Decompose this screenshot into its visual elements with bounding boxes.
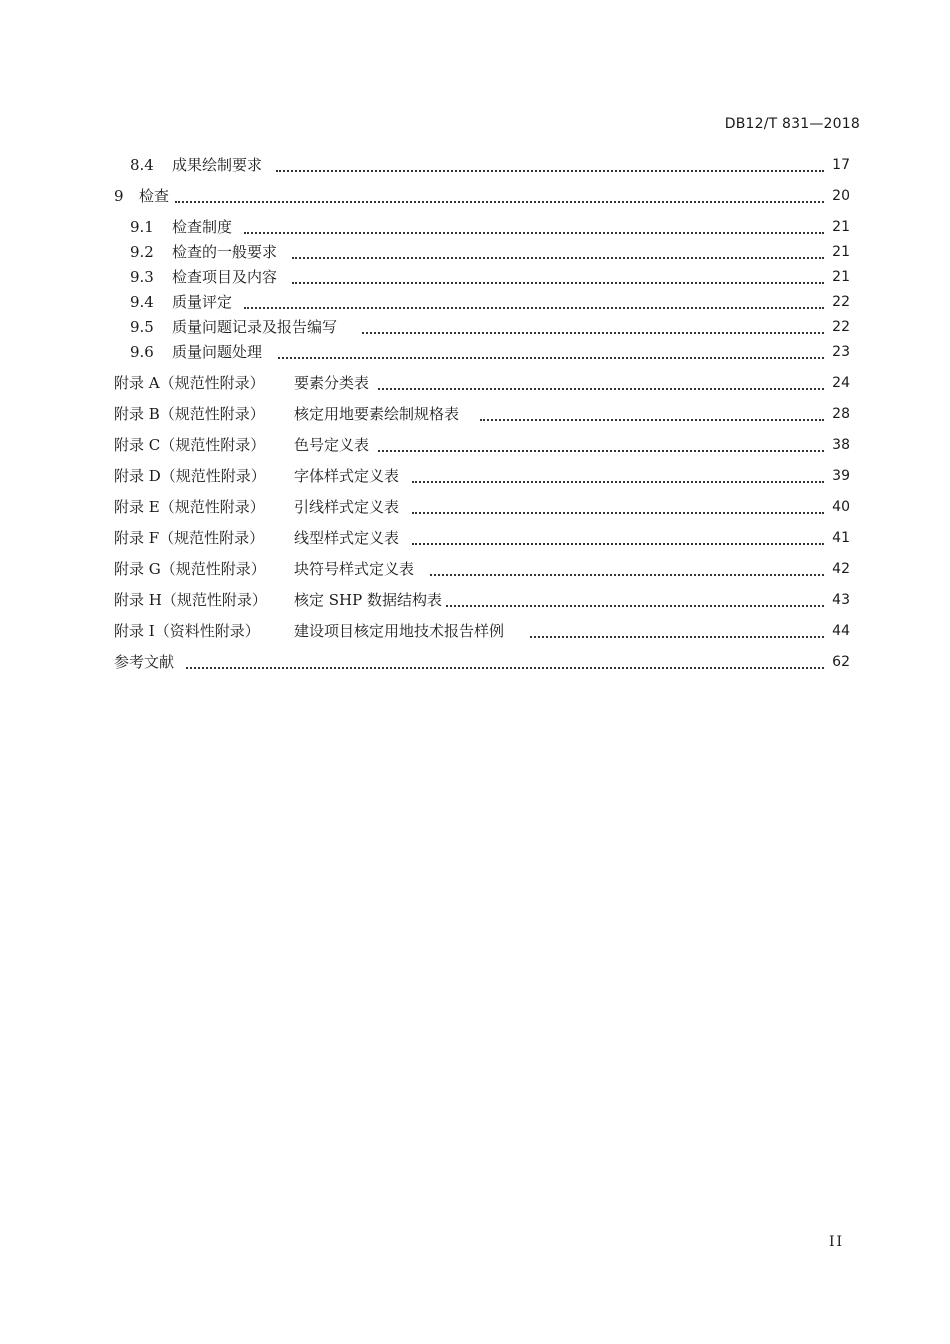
- toc-title: 质量问题处理: [172, 343, 263, 361]
- toc-entry-8-4[interactable]: [0, 154, 950, 176]
- toc-number: 9.5: [130, 318, 154, 336]
- toc-entry-references[interactable]: [0, 651, 950, 673]
- toc-leader: [175, 201, 824, 203]
- toc-entry-appendix-a[interactable]: [0, 372, 950, 394]
- toc-title: 建设项目核定用地技术报告样例: [294, 622, 505, 640]
- toc-entry-appendix-e[interactable]: [0, 496, 950, 518]
- toc-page: 43: [832, 592, 850, 608]
- toc-leader: [412, 543, 824, 545]
- toc-entry-appendix-b[interactable]: [0, 403, 950, 425]
- toc-page: 22: [832, 319, 850, 335]
- toc-title: 核定 SHP 数据结构表: [294, 591, 442, 609]
- toc-number: 附录 I（资料性附录）: [114, 622, 260, 640]
- toc-leader: [292, 257, 824, 259]
- toc-leader: [530, 636, 824, 638]
- toc-page: 40: [832, 499, 850, 515]
- toc-title: 检查制度: [172, 218, 233, 236]
- toc-leader: [430, 574, 824, 576]
- toc-title: 字体样式定义表: [294, 467, 400, 485]
- toc-entry-9-5[interactable]: [0, 316, 950, 338]
- toc-entry-appendix-f[interactable]: [0, 527, 950, 549]
- toc-number: 9.2: [130, 243, 154, 261]
- toc-title: 成果绘制要求: [172, 156, 263, 174]
- toc-number: 9.6: [130, 343, 154, 361]
- toc-page: 24: [832, 375, 850, 391]
- toc-entry-9-1[interactable]: [0, 216, 950, 238]
- toc-leader: [378, 388, 824, 390]
- toc-leader: [292, 282, 824, 284]
- toc-leader: [276, 170, 824, 172]
- toc-leader: [186, 667, 824, 669]
- toc-entry-9-4[interactable]: [0, 291, 950, 313]
- toc-number: 附录 F（规范性附录）: [114, 529, 265, 547]
- toc-title: 检查: [139, 187, 170, 205]
- toc-page: 17: [832, 157, 850, 173]
- toc-number: 9.4: [130, 293, 154, 311]
- toc-leader: [480, 419, 824, 421]
- toc-leader: [244, 307, 824, 309]
- toc-title: 质量评定: [172, 293, 233, 311]
- toc-page: 21: [832, 219, 850, 235]
- toc-title: 色号定义表: [294, 436, 370, 454]
- toc-page: 21: [832, 244, 850, 260]
- toc-number: 9: [114, 187, 124, 205]
- toc-number: 附录 A（规范性附录）: [114, 374, 265, 392]
- toc-page: 62: [832, 654, 850, 670]
- toc-number: 参考文献: [114, 653, 175, 671]
- toc-entry-appendix-d[interactable]: [0, 465, 950, 487]
- toc-title: 引线样式定义表: [294, 498, 400, 516]
- toc-title: 块符号样式定义表: [294, 560, 415, 578]
- toc-title: 线型样式定义表: [294, 529, 400, 547]
- page-number: II: [828, 1234, 844, 1250]
- toc-page: 39: [832, 468, 850, 484]
- toc-number: 附录 G（规范性附录）: [114, 560, 266, 578]
- toc-title: 核定用地要素绘制规格表: [294, 405, 460, 423]
- toc-page: 23: [832, 344, 850, 360]
- toc-title: 要素分类表: [294, 374, 370, 392]
- toc-number: 附录 H（规范性附录）: [114, 591, 267, 609]
- toc-leader: [278, 357, 824, 359]
- toc-number: 9.3: [130, 268, 154, 286]
- toc-leader: [412, 512, 824, 514]
- toc-number: 附录 C（规范性附录）: [114, 436, 266, 454]
- toc-number: 附录 E（规范性附录）: [114, 498, 265, 516]
- toc-entry-9-3[interactable]: [0, 266, 950, 288]
- document-code: DB12/T 831—2018: [724, 116, 860, 132]
- toc-entry-appendix-i[interactable]: [0, 620, 950, 642]
- toc-title: 检查项目及内容: [172, 268, 278, 286]
- toc-number: 8.4: [130, 156, 154, 174]
- toc-leader: [412, 481, 824, 483]
- toc-entry-appendix-g[interactable]: [0, 558, 950, 580]
- toc-leader: [244, 232, 824, 234]
- toc-entry-9-6[interactable]: [0, 341, 950, 363]
- toc-entry-9-2[interactable]: [0, 241, 950, 263]
- toc-leader: [362, 332, 824, 334]
- toc-title: 质量问题记录及报告编写: [172, 318, 338, 336]
- toc-number: 附录 B（规范性附录）: [114, 405, 265, 423]
- toc-title: 检查的一般要求: [172, 243, 278, 261]
- toc-page: 21: [832, 269, 850, 285]
- toc-leader: [446, 605, 824, 607]
- toc-page: 28: [832, 406, 850, 422]
- toc-leader: [378, 450, 824, 452]
- toc-entry-appendix-h[interactable]: [0, 589, 950, 611]
- toc-page: 44: [832, 623, 850, 639]
- toc-entry-appendix-c[interactable]: [0, 434, 950, 456]
- toc-page: 20: [832, 188, 850, 204]
- toc-page: 22: [832, 294, 850, 310]
- toc-entry-9[interactable]: [0, 185, 950, 207]
- toc-number: 附录 D（规范性附录）: [114, 467, 266, 485]
- toc-number: 9.1: [130, 218, 154, 236]
- toc-page: 41: [832, 530, 850, 546]
- toc-page: 42: [832, 561, 850, 577]
- toc-page: 38: [832, 437, 850, 453]
